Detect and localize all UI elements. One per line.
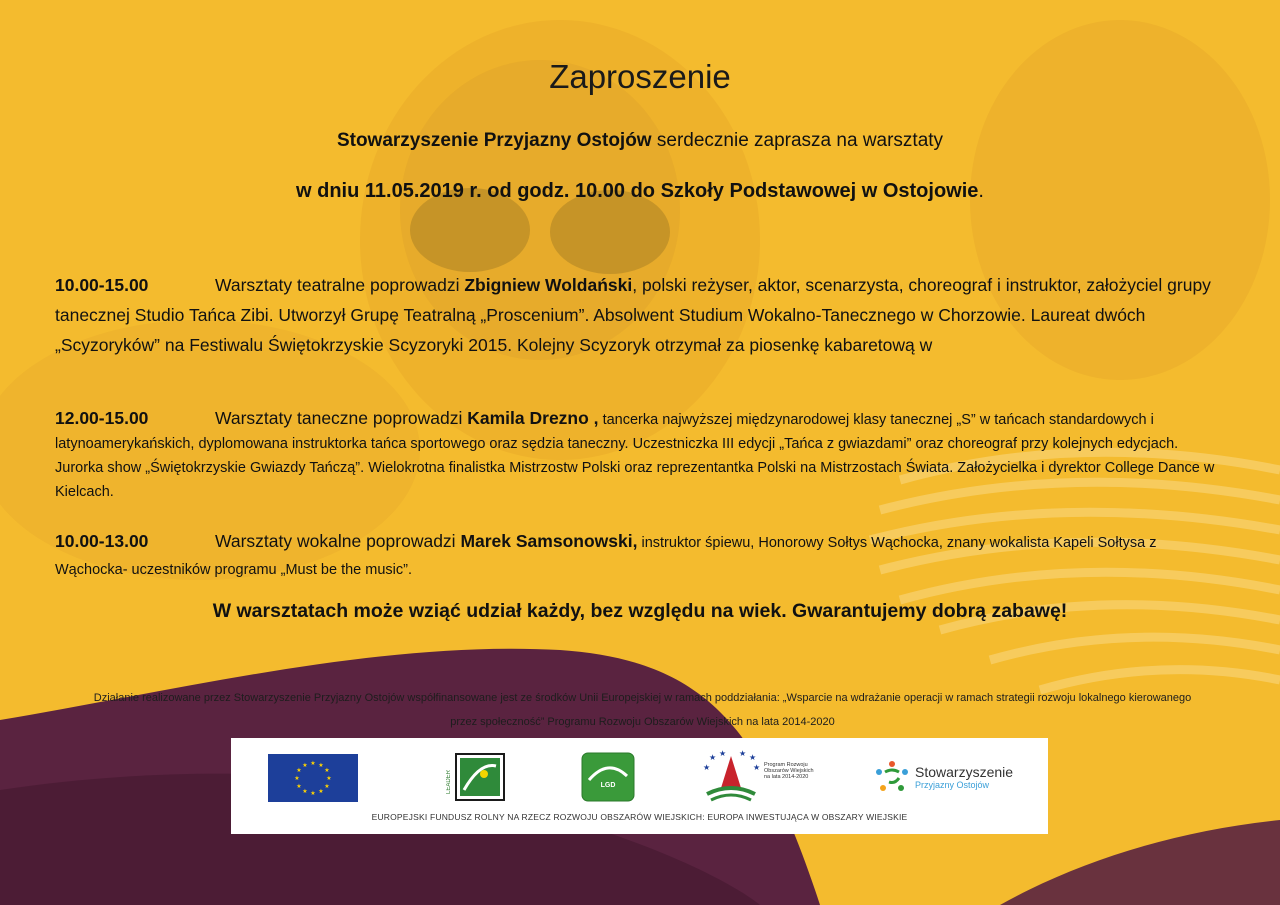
workshop-description: , polski reżyser, aktor, scenarzysta, choreograf i instruktor, założyciel grupy tanecznej Studio Tańca Zibi. Utworzył Grupę Teatralną „Proscenium”. Absolwent Studium Wokalno-Tanecznego w Chorzowie. Laureat dwóch „Scyzoryków” na Festiwalu Świętokrzyskie Scyzoryki 2015. Kolejny Scyzoryk otrzymał za piosenkę kabaretową w — [55, 275, 1211, 355]
prow-label: Program Rozwoju Obszarów Wiejskich na lata 2014-2020 — [764, 762, 814, 780]
invite-date-place — [0, 180, 1280, 203]
workshop-lead: Warsztaty wokalne poprowadzi — [215, 531, 461, 551]
closing-statement: W warsztatach może wziąć udział każdy, bez względu na wiek. Gwarantujemy dobrą zabawę! — [212, 600, 1068, 622]
svg-text:★: ★ — [296, 767, 302, 774]
svg-text:★: ★ — [324, 783, 330, 790]
lgd-logo — [581, 752, 635, 802]
workshop-time: 12.00-15.00 — [55, 408, 149, 428]
invite-date-end: . — [978, 180, 984, 202]
svg-text:★: ★ — [703, 763, 711, 772]
workshop-dance — [55, 406, 1215, 504]
workshop-theatre — [55, 270, 1215, 360]
svg-text:★: ★ — [302, 788, 308, 795]
svg-text:★: ★ — [739, 749, 747, 758]
eu-flag-icon — [268, 754, 358, 802]
leader-icon — [446, 752, 506, 802]
workshop-description: instruktor śpiewu, Honorowy Sołtys Wąchocka, znany wokalista Kapeli Sołtysa z Wąchocka- uczestników programu „Must be the music”. — [55, 535, 1157, 578]
stowarzyszenie-name: Stowarzyszenie — [915, 764, 1014, 780]
svg-text:★: ★ — [749, 753, 757, 762]
lgd-icon — [581, 752, 635, 802]
logo-strip — [231, 738, 1048, 834]
workshop-description: tancerka najwyższej międzynarodowej klasy tanecznej „S” w tańcach standardowych i latynoamerykańskich, dyplomowana instruktorka tańca sportowego oraz sędzia taneczny. Uczestniczka III edycji „Tańca z gwiazdami” oraz choreograf przy kolejnych edycjach. Jurorka show „Świętokrzyskie Gwiazdy Tańczą”. Wielokrotna finalistka Mistrzostw Polski oraz reprezentantka Polski na Mistrzostach Świata. Założycielka i dyrektor College Dance w Kielcach. — [55, 412, 1215, 500]
svg-text:★: ★ — [753, 763, 761, 772]
stowarzyszenie-subtitle: Przyjazny Ostojów — [915, 780, 990, 790]
page-title: Zaproszenie — [549, 58, 731, 95]
people-circle-icon — [873, 758, 911, 796]
workshop-instructor: Kamila Drezno , — [467, 408, 599, 428]
invite-date-text: w dniu 11.05.2019 r. od godz. 10.00 do Szkoły Podstawowej w Ostojowie — [296, 180, 979, 202]
prow-icon — [701, 748, 761, 808]
eafrd-caption: EUROPEJSKI FUNDUSZ ROLNY NA RZECZ ROZWOJU OBSZARÓW WIEJSKICH: EUROPA INWESTUJĄCA W OBSZARY WIEJSKIE — [371, 812, 908, 822]
stowarzyszenie-logo — [873, 758, 1043, 798]
svg-text:★: ★ — [318, 788, 324, 795]
svg-text:★: ★ — [294, 775, 300, 782]
workshop-time: 10.00-15.00 — [55, 275, 149, 295]
svg-text:★: ★ — [719, 749, 727, 758]
organization-name: Stowarzyszenie Przyjazny Ostojów — [336, 130, 652, 151]
svg-text:★: ★ — [318, 762, 324, 769]
svg-text:★: ★ — [302, 762, 308, 769]
workshop-instructor: Marek Samsonowski, — [460, 531, 638, 551]
svg-text:★: ★ — [709, 753, 717, 762]
prow-logo — [701, 748, 816, 808]
invite-intro — [0, 130, 1280, 152]
svg-text:★: ★ — [310, 790, 316, 797]
svg-text:★: ★ — [324, 767, 330, 774]
svg-text:★: ★ — [310, 760, 316, 767]
workshop-lead: Warsztaty teatralne poprowadzi — [215, 275, 465, 295]
invite-intro-text: serdecznie zaprasza na warsztaty — [651, 130, 944, 151]
workshop-vocal — [55, 528, 1215, 584]
svg-text:★: ★ — [296, 783, 302, 790]
workshop-instructor: Zbigniew Woldański — [464, 275, 633, 295]
leader-label: LEADER — [446, 770, 452, 795]
svg-text:★: ★ — [326, 775, 332, 782]
funding-footnote: Działanie realizowane przez Stowarzyszenie Przyjazny Ostojów współfinansowane jest ze środków Unii Europejskiej w ramach poddziałania: „Wsparcie na wdrażanie operacji w ramach strategii rozwoju lokalnego kierowanego przez społeczność” Programu Rozwoju Obszarów Wiejskich na lata 2014-2020 — [93, 692, 1192, 728]
lgd-label: LGD — [600, 782, 616, 789]
workshop-lead: Warsztaty taneczne poprowadzi — [215, 408, 468, 428]
leader-logo — [446, 752, 506, 802]
workshop-time: 10.00-13.00 — [55, 531, 149, 551]
